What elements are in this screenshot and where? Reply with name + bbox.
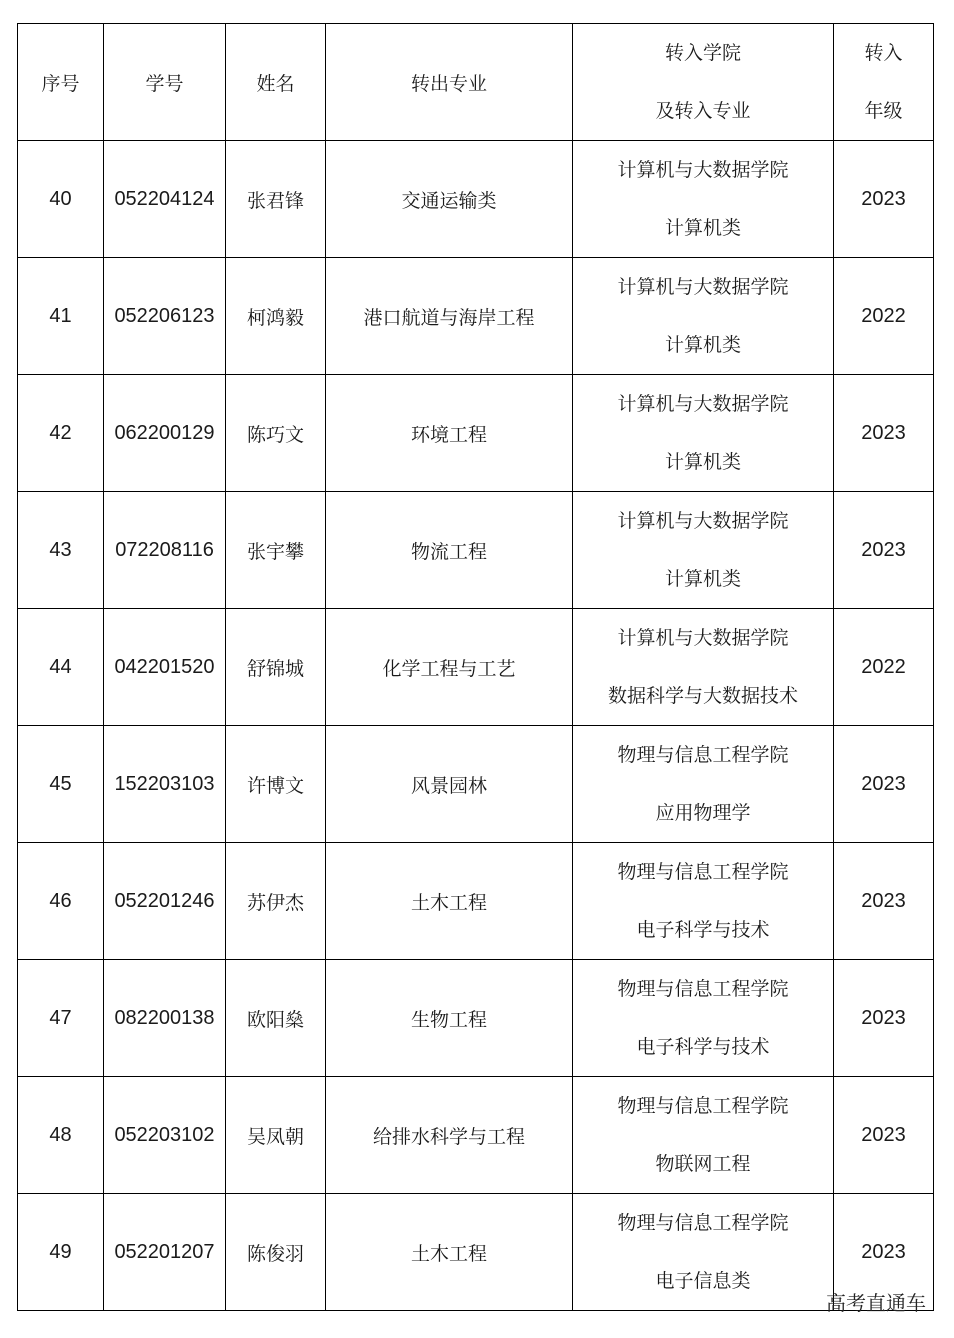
table-row <box>18 1077 934 1194</box>
cell-from-major: 物流工程 <box>326 492 573 609</box>
cell-student-id: 052201207 <box>104 1194 226 1311</box>
table-row <box>18 1194 934 1311</box>
header-to-college <box>573 24 834 141</box>
cell-seq: 41 <box>18 258 104 375</box>
cell-from-major: 化学工程与工艺 <box>326 609 573 726</box>
header-seq: 序号 <box>18 24 104 141</box>
cell-to-college <box>573 960 834 1077</box>
cell-seq: 49 <box>18 1194 104 1311</box>
header-student-id: 学号 <box>104 24 226 141</box>
cell-major: 物联网工程 <box>655 1153 751 1175</box>
cell-college: 计算机与大数据学院 <box>617 393 789 415</box>
cell-seq: 43 <box>18 492 104 609</box>
cell-student-id: 052204124 <box>104 141 226 258</box>
cell-college: 计算机与大数据学院 <box>617 510 789 532</box>
cell-student-id: 082200138 <box>104 960 226 1077</box>
cell-name: 张君锋 <box>226 141 326 258</box>
cell-grade: 2023 <box>834 492 934 609</box>
cell-from-major: 给排水科学与工程 <box>326 1077 573 1194</box>
table-row <box>18 492 934 609</box>
table-row <box>18 960 934 1077</box>
cell-major: 电子信息类 <box>655 1270 751 1292</box>
cell-to-college <box>573 609 834 726</box>
cell-name: 吴凤朝 <box>226 1077 326 1194</box>
cell-grade: 2023 <box>834 843 934 960</box>
cell-seq: 46 <box>18 843 104 960</box>
cell-college: 物理与信息工程学院 <box>617 744 789 766</box>
table-row <box>18 843 934 960</box>
cell-college: 物理与信息工程学院 <box>617 861 789 883</box>
cell-major: 电子科学与技术 <box>636 919 770 941</box>
cell-to-college <box>573 141 834 258</box>
cell-name: 许博文 <box>226 726 326 843</box>
cell-college: 物理与信息工程学院 <box>617 1212 789 1234</box>
watermark: 高考直通车 <box>826 1291 926 1315</box>
cell-from-major: 环境工程 <box>326 375 573 492</box>
cell-grade: 2023 <box>834 375 934 492</box>
cell-major: 电子科学与技术 <box>636 1036 770 1058</box>
transfer-table <box>17 23 934 1311</box>
cell-student-id: 052203102 <box>104 1077 226 1194</box>
cell-college: 物理与信息工程学院 <box>617 1095 789 1117</box>
header-from-major: 转出专业 <box>326 24 573 141</box>
cell-grade: 2023 <box>834 960 934 1077</box>
header-name: 姓名 <box>226 24 326 141</box>
cell-grade: 2022 <box>834 609 934 726</box>
cell-name: 舒锦城 <box>226 609 326 726</box>
cell-to-college <box>573 492 834 609</box>
cell-student-id: 062200129 <box>104 375 226 492</box>
cell-major: 计算机类 <box>664 217 741 239</box>
cell-college: 物理与信息工程学院 <box>617 978 789 1000</box>
table-row <box>18 609 934 726</box>
cell-from-major: 港口航道与海岸工程 <box>326 258 573 375</box>
cell-major: 计算机类 <box>664 451 741 473</box>
cell-from-major: 土木工程 <box>326 843 573 960</box>
cell-college: 计算机与大数据学院 <box>617 276 789 298</box>
header-grade-line1: 转入 <box>864 42 903 64</box>
header-to-college-line2: 及转入专业 <box>655 100 751 122</box>
table-row <box>18 141 934 258</box>
cell-name: 欧阳燊 <box>226 960 326 1077</box>
cell-to-college <box>573 1194 834 1311</box>
cell-seq: 48 <box>18 1077 104 1194</box>
cell-name: 苏伊杰 <box>226 843 326 960</box>
cell-major: 应用物理学 <box>655 802 751 824</box>
cell-name: 陈巧文 <box>226 375 326 492</box>
table-header-row <box>18 24 934 141</box>
cell-seq: 47 <box>18 960 104 1077</box>
cell-to-college <box>573 843 834 960</box>
header-to-college-line1: 转入学院 <box>664 42 741 64</box>
cell-name: 陈俊羽 <box>226 1194 326 1311</box>
cell-major: 计算机类 <box>664 568 741 590</box>
cell-major: 数据科学与大数据技术 <box>607 685 798 707</box>
cell-seq: 42 <box>18 375 104 492</box>
cell-college: 计算机与大数据学院 <box>617 159 789 181</box>
cell-college: 计算机与大数据学院 <box>617 627 789 649</box>
header-grade <box>834 24 934 141</box>
cell-to-college <box>573 375 834 492</box>
cell-student-id: 152203103 <box>104 726 226 843</box>
cell-seq: 44 <box>18 609 104 726</box>
table-row <box>18 726 934 843</box>
cell-student-id: 052206123 <box>104 258 226 375</box>
cell-to-college <box>573 258 834 375</box>
table-row <box>18 258 934 375</box>
cell-from-major: 风景园林 <box>326 726 573 843</box>
cell-grade: 2023 <box>834 141 934 258</box>
header-grade-line2: 年级 <box>864 100 903 122</box>
cell-seq: 45 <box>18 726 104 843</box>
table-row <box>18 375 934 492</box>
cell-from-major: 交通运输类 <box>326 141 573 258</box>
cell-name: 柯鸿毅 <box>226 258 326 375</box>
cell-grade: 2023 <box>834 1077 934 1194</box>
cell-name: 张宇攀 <box>226 492 326 609</box>
cell-major: 计算机类 <box>664 334 741 356</box>
cell-grade: 2023 <box>834 726 934 843</box>
cell-seq: 40 <box>18 141 104 258</box>
cell-student-id: 052201246 <box>104 843 226 960</box>
cell-from-major: 土木工程 <box>326 1194 573 1311</box>
cell-grade: 2022 <box>834 258 934 375</box>
cell-student-id: 042201520 <box>104 609 226 726</box>
cell-grade: 2023 <box>834 1194 934 1311</box>
cell-to-college <box>573 726 834 843</box>
cell-student-id: 072208116 <box>104 492 226 609</box>
cell-from-major: 生物工程 <box>326 960 573 1077</box>
cell-to-college <box>573 1077 834 1194</box>
